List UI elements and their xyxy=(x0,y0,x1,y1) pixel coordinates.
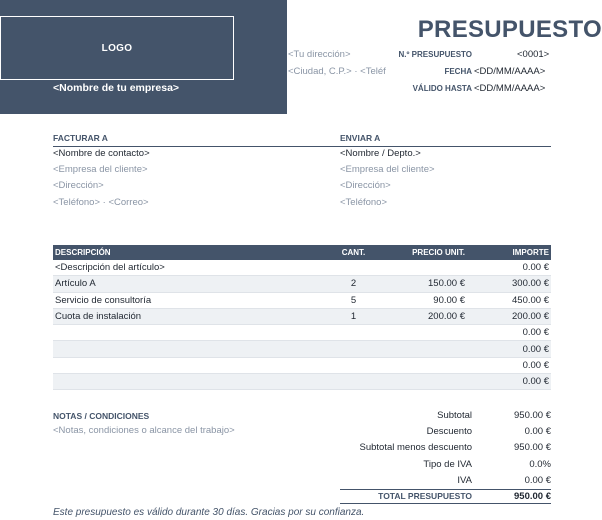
company-address[interactable]: <Tu dirección> xyxy=(288,49,351,60)
total-label: TOTAL PRESUPUESTO xyxy=(378,491,472,501)
discount-label: Descuento xyxy=(426,426,472,437)
item-amount: 300.00 € xyxy=(467,276,551,292)
subtotal-less-discount-label: Subtotal menos descuento xyxy=(359,442,472,453)
item-unit-price[interactable] xyxy=(378,357,467,373)
column-header-amount: IMPORTE xyxy=(467,245,551,260)
item-unit-price[interactable] xyxy=(378,341,467,357)
item-description[interactable]: <Descripción del artículo> xyxy=(53,260,329,276)
item-unit-price[interactable] xyxy=(378,374,467,390)
subtotal-value: 950.00 € xyxy=(514,410,551,421)
item-unit-price[interactable] xyxy=(378,325,467,341)
item-qty[interactable]: 1 xyxy=(329,308,378,324)
company-city-phone[interactable]: <Ciudad, C.P.> · <Teléf xyxy=(288,66,386,77)
bill-to-heading: FACTURAR A xyxy=(53,133,108,143)
quote-number-value[interactable]: <0001> xyxy=(517,49,550,60)
tax-rate-label: Tipo de IVA xyxy=(423,459,472,470)
item-amount: 450.00 € xyxy=(467,292,551,308)
item-qty[interactable] xyxy=(329,374,378,390)
item-qty[interactable] xyxy=(329,325,378,341)
discount-value[interactable]: 0.00 € xyxy=(524,426,551,437)
item-description[interactable]: Servicio de consultoría xyxy=(53,292,329,308)
ship-to-company[interactable]: <Empresa del cliente> xyxy=(340,164,435,175)
item-qty[interactable] xyxy=(329,260,378,276)
ship-to-phone[interactable]: <Teléfono> xyxy=(340,197,388,208)
bill-to-divider xyxy=(53,146,340,147)
total-value: 950.00 € xyxy=(514,491,551,502)
tax-label: IVA xyxy=(457,475,472,486)
table-row xyxy=(53,276,551,292)
item-description[interactable] xyxy=(53,325,329,341)
ship-to-name[interactable]: <Nombre / Depto.> xyxy=(340,148,421,159)
item-unit-price[interactable]: 200.00 € xyxy=(378,308,467,324)
table-row xyxy=(53,260,551,276)
company-name[interactable]: <Nombre de tu empresa> xyxy=(53,82,180,94)
item-description[interactable] xyxy=(53,374,329,390)
notes-heading: NOTAS / CONDICIONES xyxy=(53,411,150,421)
table-row xyxy=(53,308,551,324)
item-amount: 200.00 € xyxy=(467,308,551,324)
item-description[interactable] xyxy=(53,357,329,373)
item-amount: 0.00 € xyxy=(467,325,551,341)
subtotal-less-discount-value: 950.00 € xyxy=(514,442,551,453)
item-qty[interactable] xyxy=(329,357,378,373)
subtotal-label: Subtotal xyxy=(437,410,472,421)
column-header-description: DESCRIPCIÓN xyxy=(53,245,329,260)
table-row xyxy=(53,292,551,308)
company-header-block xyxy=(0,0,287,114)
item-unit-price[interactable]: 150.00 € xyxy=(378,276,467,292)
quote-number-label: N.º PRESUPUESTO xyxy=(398,50,472,59)
tax-rate-value[interactable]: 0.0% xyxy=(529,459,551,470)
item-unit-price[interactable]: 90.00 € xyxy=(378,292,467,308)
date-value[interactable]: <DD/MM/AAAA> xyxy=(474,66,546,77)
item-qty[interactable] xyxy=(329,341,378,357)
item-amount: 0.00 € xyxy=(467,374,551,390)
table-row xyxy=(53,325,551,341)
valid-until-label: VÁLIDO HASTA xyxy=(412,84,472,93)
valid-until-value[interactable]: <DD/MM/AAAA> xyxy=(474,83,546,94)
footer-note: Este presupuesto es válido durante 30 días. Gracias por su confianza. xyxy=(53,507,365,518)
item-amount: 0.00 € xyxy=(467,357,551,373)
item-unit-price[interactable] xyxy=(378,260,467,276)
ship-to-heading: ENVIAR A xyxy=(340,133,381,143)
document-title: PRESUPUESTO xyxy=(417,16,602,43)
ship-to-address[interactable]: <Dirección> xyxy=(340,180,391,191)
tax-value: 0.00 € xyxy=(524,475,551,486)
table-row xyxy=(53,341,551,357)
bill-to-company[interactable]: <Empresa del cliente> xyxy=(53,164,148,175)
item-amount: 0.00 € xyxy=(467,341,551,357)
logo-label: LOGO xyxy=(101,42,133,54)
table-row xyxy=(53,374,551,390)
column-header-qty: CANT. xyxy=(329,245,378,260)
total-bottom-rule xyxy=(340,503,551,504)
bill-to-address[interactable]: <Dirección> xyxy=(53,180,104,191)
ship-to-divider xyxy=(340,146,551,147)
notes-field[interactable]: <Notas, condiciones o alcance del trabajo> xyxy=(53,425,235,436)
logo-placeholder[interactable] xyxy=(0,16,234,80)
table-header-row xyxy=(53,245,551,260)
column-header-unit-price: PRECIO UNIT. xyxy=(378,245,467,260)
line-items-table xyxy=(53,245,551,390)
item-description[interactable]: Artículo A xyxy=(53,276,329,292)
item-amount: 0.00 € xyxy=(467,260,551,276)
item-description[interactable] xyxy=(53,341,329,357)
item-qty[interactable]: 5 xyxy=(329,292,378,308)
item-description[interactable]: Cuota de instalación xyxy=(53,308,329,324)
bill-to-phone-email[interactable]: <Teléfono> · <Correo> xyxy=(53,197,149,208)
item-qty[interactable]: 2 xyxy=(329,276,378,292)
date-label: FECHA xyxy=(444,67,472,76)
bill-to-contact[interactable]: <Nombre de contacto> xyxy=(53,148,150,159)
table-row xyxy=(53,357,551,373)
total-top-rule xyxy=(340,489,551,490)
